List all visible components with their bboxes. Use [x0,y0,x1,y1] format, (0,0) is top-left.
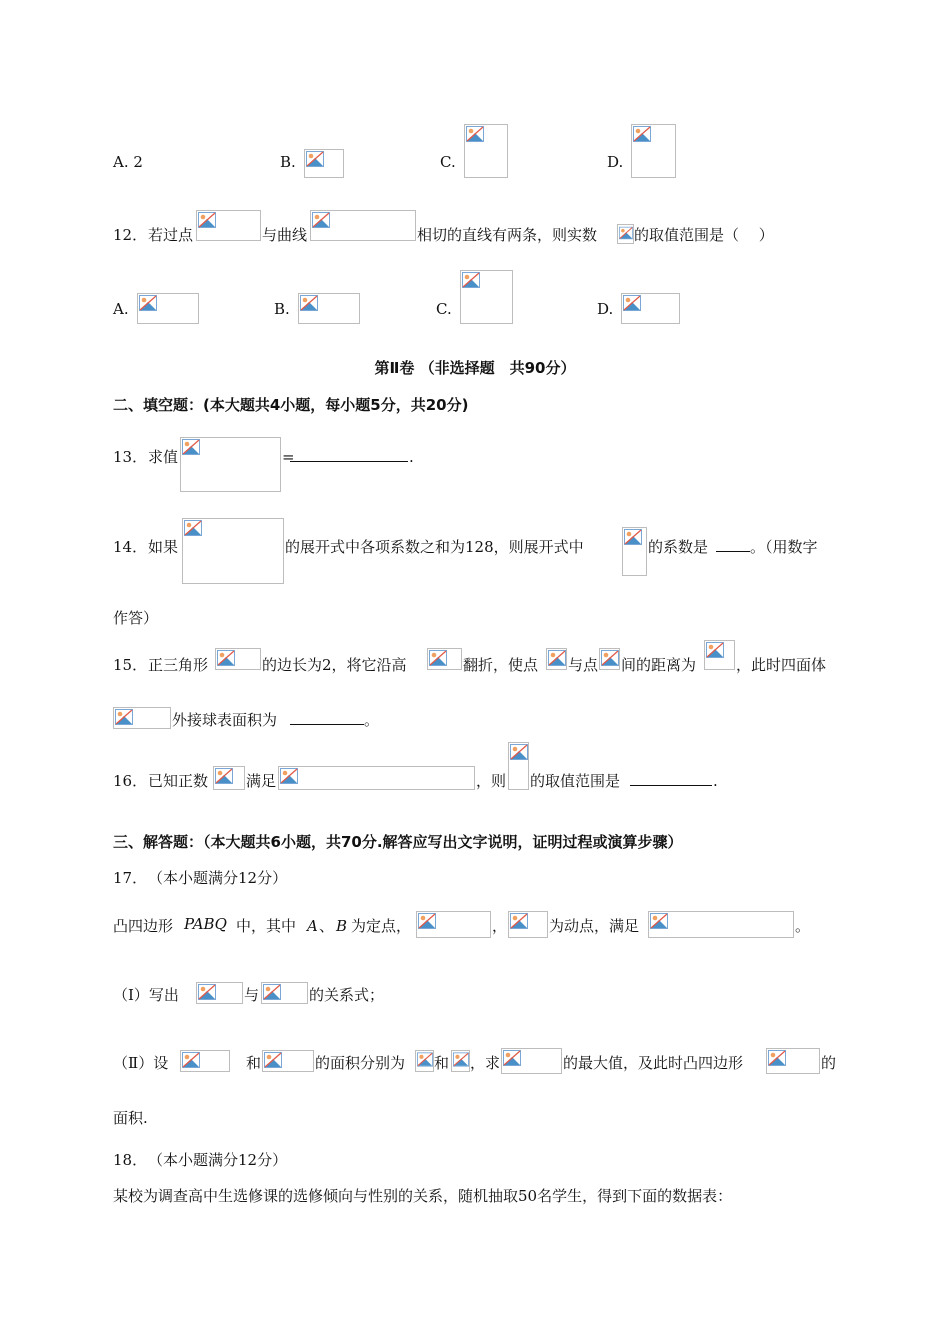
q16-text: . [713,772,718,790]
q12-text: 与曲线 [262,226,308,244]
q11-option-d-label: D. [607,153,624,171]
broken-image-icon [453,1052,469,1067]
q17-text: 。 [795,917,811,935]
broken-image-icon [306,151,324,167]
formula-image [704,640,735,670]
formula-image [182,518,284,584]
broken-image-icon [264,1052,282,1068]
broken-image-icon [280,768,298,784]
q17-text: 、 [319,917,335,935]
q18-score: （本小题满分12分） [148,1151,288,1169]
q14-text: 作答） [113,609,159,627]
q17-text: ，求 [470,1054,501,1072]
broken-image-icon [115,709,133,725]
q17-text: 和 [246,1054,262,1072]
formula-image [599,648,620,670]
broken-image-icon [312,212,330,228]
broken-image-icon [510,913,528,929]
broken-image-icon [300,295,318,311]
formula-image [261,982,308,1004]
q15-text: 的边长为2，将它沿高 [262,656,407,674]
formula-image [648,911,794,938]
section-heading: 二、填空题：(本大题共4小题，每小题5分，共20分) [113,396,469,414]
broken-image-icon [429,650,447,666]
option-value: 2 [133,153,143,171]
broken-image-icon [217,650,235,666]
q17-text: 的面积分别为 [315,1054,406,1072]
formula-image [196,210,261,241]
q14-text: 。（用数字 [750,538,818,556]
formula-image [451,1050,470,1072]
formula-image [213,766,245,790]
q14-text: 的展开式中各项系数之和为128，则展开式中 [285,538,584,556]
broken-image-icon [650,913,668,929]
formula-image [501,1048,562,1074]
broken-image-icon [619,226,633,240]
q12-number: 12． [113,226,148,244]
formula-image [196,982,243,1004]
q11-option-c-label: C. [440,153,456,171]
q17-text: 的 [821,1054,837,1072]
formula-image [180,437,281,492]
q15-text: ，此时四面体 [736,656,827,674]
q18-number: 18． [113,1151,148,1169]
answer-blank [630,771,712,791]
formula-image [180,1050,230,1072]
broken-image-icon [768,1050,786,1066]
formula-image [113,707,171,729]
q11-option-a [113,152,143,172]
q17-text: 凸四边形 [113,917,174,935]
broken-image-icon [139,295,157,311]
broken-image-icon [263,984,281,1000]
formula-image [546,648,567,670]
q15-text: 间的距离为 [621,656,697,674]
option-label: A. [113,153,129,171]
broken-image-icon [466,126,484,142]
formula-image [460,270,513,324]
formula-image [310,210,416,241]
q12-text: 相切的直线有两条，则实数 [417,226,598,244]
q15-text: 外接球表面积为 [172,711,278,729]
q13-text: . [409,448,414,466]
broken-image-icon [198,212,216,228]
q17-shape-name: PABQ [184,915,227,933]
q15-text: 。 [364,711,380,729]
q17-number: 17． [113,869,148,887]
formula-image [137,293,199,324]
formula-image [508,742,529,790]
q17-point: B [336,917,348,935]
q17-text: 的最大值，及此时凸四边形 [563,1054,744,1072]
q16-text: 的取值范围是 [530,772,621,790]
formula-image [622,527,647,576]
q17-score: （本小题满分12分） [148,869,288,887]
formula-image [298,293,360,324]
q15-number: 15． [113,656,148,674]
broken-image-icon [462,272,480,288]
broken-image-icon [548,650,566,666]
q17-text: 与 [244,986,260,1004]
broken-image-icon [215,768,233,784]
q11-option-b-label: B. [280,153,296,171]
formula-image [215,648,261,670]
q17-part1-label: （Ⅰ）写出 [113,986,179,1004]
broken-image-icon [510,744,528,760]
broken-image-icon [624,529,642,545]
formula-image [415,1050,434,1072]
q14-number: 14． [113,538,148,556]
broken-image-icon [417,1052,433,1067]
section-heading: 三、解答题：（本大题共6小题，共70分.解答应写出文字说明，证明过程或演算步骤） [113,833,683,851]
q15-text: 正三角形 [148,656,209,674]
broken-image-icon [633,126,651,142]
q17-text: 和 [434,1054,450,1072]
formula-image [508,911,548,938]
q17-text: 中，其中 [236,917,297,935]
answer-blank [290,710,364,730]
broken-image-icon [706,642,724,658]
broken-image-icon [182,1052,200,1068]
q12-text: 若过点 [148,226,194,244]
formula-image [262,1050,314,1072]
q17-text: 为定点， [351,917,412,935]
q13-text: 求值 [148,448,179,466]
broken-image-icon [184,520,202,536]
broken-image-icon [418,913,436,929]
formula-image [631,124,676,178]
broken-image-icon [623,295,641,311]
q18-text: 某校为调查高中生选修课的选修倾向与性别的关系，随机抽取50名学生，得到下面的数据表： [113,1187,733,1205]
q17-text: 为动点，满足 [549,917,640,935]
q12-option-b-label: B. [274,300,290,318]
broken-image-icon [601,650,619,666]
formula-image [278,766,475,790]
q15-text: 与点 [568,656,599,674]
formula-image [621,293,680,324]
q12-option-a-label: A. [113,300,129,318]
q15-text: 翻折，使点 [463,656,539,674]
q17-text: 的关系式； [309,986,385,1004]
q17-point: A [307,917,318,935]
formula-image [617,224,634,244]
formula-image [427,648,462,670]
q12-option-d-label: D. [597,300,614,318]
q12-text: 的取值范围是（ ） [634,226,774,244]
formula-image [304,149,344,178]
q12-option-c-label: C. [436,300,452,318]
q17-part2-label: （Ⅱ）设 [113,1054,169,1072]
part-title: 第Ⅱ卷 （非选择题 共90分） [374,359,576,377]
broken-image-icon [198,984,216,1000]
broken-image-icon [182,439,200,455]
answer-blank [716,537,750,557]
q13-number: 13． [113,448,148,466]
formula-image [766,1048,820,1074]
q17-text: 面积. [113,1109,148,1127]
answer-blank [290,447,408,467]
q14-text: 如果 [148,538,179,556]
q14-text: 的系数是 [648,538,709,556]
q13-text: = [282,448,295,466]
q17-text: ， [492,917,508,935]
q16-text: ，则 [476,772,507,790]
broken-image-icon [503,1050,521,1066]
formula-image [416,911,491,938]
q16-text: 满足 [246,772,277,790]
q16-number: 16． [113,772,148,790]
formula-image [464,124,508,178]
q16-text: 已知正数 [148,772,209,790]
